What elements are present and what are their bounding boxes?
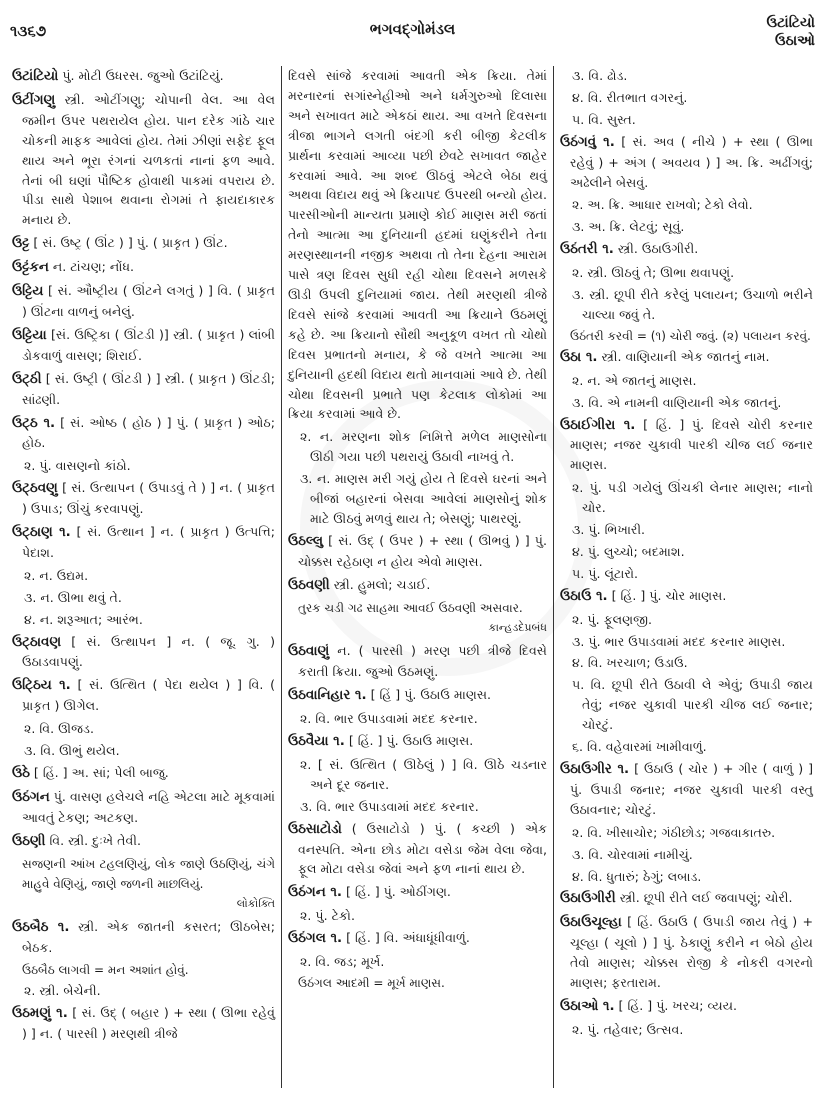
headword: ઉઠા ૧. [560,349,598,365]
dictionary-entry [288,531,547,572]
definition: સ્ત્રી. છૂપી રીતે લઈ જવાપણું; ચોરી. [615,890,793,906]
dictionary-entry [560,347,813,368]
sub-sense: ૨. પું. ટેકો. [300,908,355,924]
dictionary-entry [560,132,813,193]
headword: ઉઠાઉગીરી [560,891,616,907]
quote-source: લોકોક્તિ [236,897,275,911]
definition: [ સં. ઉદ્ ( ઉપર ) + સ્થા ( ઊભવું ) ] પું. ચોક્કસ રહેઠાણ ન હોય એવો માણસ. [298,532,547,569]
headword: ઉઠવણી [288,577,330,593]
dictionary-entry [288,882,547,903]
headword: ઉઠંતરી ૧. [560,242,614,258]
usage-quote: ઉઠંગલ આદમી = મૂર્ખ માણસ. [298,975,445,990]
column-2 [282,66,554,1088]
sub-sense: ૩. પું. ભાર ઉપાડવામાં મદદ કરનાર માણસ. [572,633,786,649]
definition: [ સં. ઉત્થાપન ( ઉપાડવું તે ) ] ન. ( પ્રાકૃત ) ઉપાડ; ઊંચું કરવાપણું. [22,480,275,517]
sub-sense: ૨. સ્ત્રી. બેચેની. [24,983,101,999]
definition: સ્ત્રી. એક જાતની કસરત; ઊઠબેસ; બેઠક. [22,919,275,956]
sub-sense: ૩. અ. ક્રિ. લેટવું; સૂવું. [572,219,685,235]
definition: ન. ટાંચણ; નોંધ. [48,259,135,275]
dictionary-entry [12,763,275,784]
dictionary-entry [12,369,275,410]
sub-sense: ૩. વિ. ઊભું થયેલ. [24,743,120,759]
dictionary-columns [6,66,819,1088]
definition: સ્ત્રી. ઉઠાઉગીરી. [613,241,699,257]
usage-quote: તુરક ચડી ગઢ સાહમા આવઈ ઉઠવણી અસવાર. [298,600,523,615]
sub-sense: ૨. વિ. ઊજડ. [24,721,94,737]
definition: [ હિં. ] પું. દિવસે ચોરી કરનાર માણસ; નજર ચુકાવી પારકી ચીજ લઈ જનાર માણસ. [570,416,813,473]
definition: પું. મોટી ઉધરસ. જુઓ ઉટાંટિયું. [58,68,224,83]
headword: ઉઠાઉચૂલ્હા [560,915,622,931]
sub-sense: ૨. પું. ફૂલણજી. [572,611,653,627]
page-header [0,0,825,60]
sub-sense: ૨. ન. મરણના શોક નિમિત્તે મળેલ માણસોના ઊઠી ગયા પછી પથરાયું ઉઠાવી નાખવું તે. [300,429,547,465]
definition: સ્ત્રી. ઓટીંગણુ; ચોપાની વેલ. આ વેલ જમીન ઉપર પથરાયેલ હોય. પાન દરેક ગાંઠે ચાર ચોકની માફક આવેલાં હોય. તેમાં ઝીણાં સફેદ ફૂલ થાય અને ભૂરા રંગનાં ચળકતાં નાનાં ફળ આવે. તેનાં બી ઘણાં પૌષ્ટિક હોવાથી પાકમાં વપરાય છે. પીડા સાથે પેશાબ થવાના રોગમાં તે ફાયદાકારક મનાય છે. [22,91,275,228]
headword: ઉઠંગન [12,789,50,805]
definition: [ હિં. ] વિ. અંધાધૂંધીવાળું. [342,930,470,946]
definition: વિ. સ્ત્રી. દુઃખે તેવી. [45,832,141,848]
sub-sense: ૨. પું. પડી ગયેલું ઊંચકી લેનાર માણસ; નાનો ચોર. [572,480,813,516]
dictionary-entry [288,685,547,706]
sub-sense: ૩. વિ. ઢોડ. [572,68,628,83]
sub-sense: ૪. પું. લુચ્ચો; બદમાશ. [572,543,685,559]
running-title: ભગવદ્ગોમંડલ [369,20,456,38]
headword: ઉઠાઈગીરા ૧. [560,417,636,433]
sub-sense: ૩. વિ. ભાર ઉપાડવામાં મદદ કરનાર. [300,798,479,814]
sub-sense: ૩. વિ. ચોરવામાં નામીચું. [572,846,693,862]
dictionary-entry [560,759,813,820]
dictionary-entry [12,522,275,563]
sub-sense: ૪. ન. શરૂઆત; આરંભ. [24,611,143,627]
sub-sense: ૪. વિ. રીતભાત વગરનું. [572,89,688,105]
definition: [ સં. ઉષ્ટ્રી ( ઊંટડી ) ] સ્ત્રી. ( પ્રાકૃત ) ઊંટડી; સાંઢણી. [22,370,275,407]
headword: ઉઠાઉગીર ૧. [560,762,630,777]
definition: [ સં. ઓષ્ઠ ( હોઠ ) ] પું. ( પ્રાકૃત ) ઓઠ; હોઠ. [22,414,275,451]
headword: ઉટ્ઠવણુ [12,481,58,497]
sub-sense: ૨. સ્ત્રી. ઊઠવું તે; ઊભા થવાપણું. [572,265,735,281]
sub-sense: ૪. વિ. ધુતારું; ઠેગું; લબાડ. [572,868,702,884]
sub-sense: ૩. ન. ઊભા થવું તે. [24,589,122,605]
dictionary-entry [288,575,547,596]
sub-sense: ૫. પું. લૂંટારો. [572,565,639,581]
sub-sense: ૨. અ. ક્રિ. આધાર રાખવો; ટેકો લેવો. [572,197,753,213]
definition: [સં. ઉષ્ટ્રિકા ( ઊંટડી )] સ્ત્રી. ( પ્રાકૃત ) લાંબી ડોકવાળું વાસણ; શિરાઈ. [22,326,275,363]
definition: [ હિં. ] પું. ઓઠીંગણ. [341,884,451,900]
headword: ઉટ્ઠિય ૧. [12,678,71,694]
dictionary-entry [12,66,275,87]
usage-quote: ઉઠંતરી કરવી = (૧) ચોરી જવું. (૨) પલાયન કરવું. [570,328,811,343]
dictionary-entry [288,641,547,682]
dictionary-entry [288,731,547,752]
headword: ઉટાંટિયો [12,69,59,84]
definition: [ સં. ઉત્થિત ( પેદા થયેલ ) ] વિ. ( પ્રાકૃત ) ઊગેલ. [22,677,275,714]
dictionary-entry [12,1003,275,1044]
dictionary-entry [560,888,813,909]
headword: ઉઠણી [12,833,46,849]
dictionary-entry [560,912,813,993]
sub-sense: ૨. [ સં. ઉત્થિત ( ઊઠેલું ) ] વિ. ઊઠે ચડનાર અને દૂર જનાર. [300,756,547,792]
guide-words [767,14,815,50]
dictionary-entry [12,90,275,230]
dictionary-entry [12,831,275,852]
headword: ઉટીંગણુ [12,92,56,108]
sub-sense: ૩. પું. ભિખારી. [572,522,646,538]
dictionary-entry [12,325,275,366]
definition: [ હિં. ] પું. ચોર માણસ. [607,587,727,603]
headword: ઉટ્ઠાણ ૧. [12,525,71,541]
headword: ઉઠે [12,766,30,781]
definition: [ હિં. ઉઠાઉ ( ઉપાડી જાય તેવું ) + ચૂલ્હા ( ચૂલો ) ] પું. ઠેકાણું કરીને ન બેઠો હોય તેવો માણસ; ચોક્કસ રોજી કે નોકરી વગરનો માણસ; ફરતારામ. [570,914,813,991]
definition: [ સં. ઉત્થાન ] ન. ( પ્રાકૃત ) ઉત્પત્તિ; પેદાશ. [22,524,275,560]
dictionary-entry [12,917,275,958]
sub-sense: ૩. વિ. એ નામની વાણિયાની એક જાતનું. [572,394,782,410]
definition: [ સં. ઉષ્ટ્ર ( ઊંટ ) ] પું. ( પ્રાકૃત ) ઊંટ. [29,235,228,251]
definition: [ સં. ઔષ્ટ્રીય ( ઊંટને લગતું ) ] વિ. ( પ્રાકૃત ) ઊંટના વાળનું બનેલું. [22,283,275,319]
sub-sense: ૫. વિ. છૂપી રીતે ઉઠાવી લે એવું; ઉપાડી જાય તેવું; નજર ચુકાવી પારકી ચીજ લઈ જનાર; ચોરટું. [572,677,813,733]
dictionary-entry [288,928,547,949]
headword: ઉટ્ઠી [12,371,42,387]
definition: [ હિં ] પું. ઉઠાઉ માણસ. [366,687,492,703]
dictionary-entry [12,675,275,716]
headword: ઉટ્ટંકન [12,260,49,276]
headword: ઉઠંગવું ૧. [560,134,615,150]
column-3 [554,66,819,1088]
headword: ઉટ્ઠ ૧. [12,415,56,431]
column-1 [6,66,282,1088]
definition: ન. ( પારસી ) મરણ પછી ત્રીજે દિવસે કરાતી ક્રિયા. જુઓ ઉઠમણું. [298,643,547,680]
page-number: ૧૩૬૭ [10,22,47,40]
headword: ઉઠાઓ ૧. [560,998,615,1014]
headword: ઉઠંગલ ૧. [288,931,343,947]
sub-sense: ૫. વિ. સુસ્ત. [572,111,636,127]
definition: [ હિં. ] અ. સાં; પેલી બાજુ. [29,765,169,780]
definition: સ્ત્રી. વાણિયાની એક જાતનું નામ. [597,348,770,364]
usage-quote: સજણની આંખ ટહલણિયું, લોક જાણે ઉઠણિયું, ચંગે માહુવે વેણિયું, જાણે જળની માછલિયું. [22,856,275,891]
dictionary-entry [12,281,275,322]
dictionary-entry [288,819,547,880]
guide-word-last: ઉઠાઓ [775,33,815,49]
definition: ( ઉસાટોડો ) પું. ( કચ્છી ) એક વનસ્પતિ. એના છોડ મોટા વસેડા જેમ વેલા જેવા, ફૂલ મોટા વસેડા જેવાં અને ફળ નાનાં થાય છે. [298,820,547,877]
headword: ઉઠસાટોડો [288,821,342,837]
sub-sense: ૨. વિ. જડ; મૂર્ખ. [300,954,385,970]
sub-sense: ૨. ન. ઉદ્યમ. [24,567,89,583]
dictionary-entry [12,257,275,278]
sub-sense: ૨. વિ. ખીસાચોર; ગંઠીછોડ; ગજવાકાતરુ. [572,824,776,840]
sub-sense: ૨. પું. તહેવાર; ઉત્સવ. [572,1021,684,1037]
headword: ઉઠવૈયા ૧. [288,734,345,749]
dictionary-entry [12,632,275,673]
dictionary-entry [12,233,275,254]
sub-sense: ૩. ન. માણસ મરી ગયું હોય તે દિવસે ઘરનાં અને બીજાં બહારનાં બેસવા આવેલાં માણસોનું શોક માટે ઊઠવું મળવું થાય તે; બેસણું; પાથરણું. [300,471,547,526]
definition: [ સં. ઉત્થાપન ] ન. ( જૂ. ગુ. ) ઉઠાડવાપણું. [22,633,275,670]
definition: સ્ત્રી. હુમલો; ચડાઈ. [329,576,431,592]
sub-sense: ૨. ન. એ જાતનું માણસ. [572,372,697,388]
dictionary-entry [560,586,813,607]
sub-sense: ૨. પું. વાસણનો કાંઠો. [24,458,131,474]
quote-source: કાન્હડદેપ્રબંધ [488,621,547,635]
definition: [ હિં. ] પું. ખરચ; વ્યય. [614,997,738,1013]
headword: ઉઠંગન ૧. [288,885,342,901]
sub-sense: ૩. સ્ત્રી. છૂપી રીતે કરેલું પલાયન; ઉચાળો ભરીને ચાલ્યા જવું તે. [572,287,813,322]
definition: [ હિં. ] પું. ઉઠાઉ માણસ. [344,733,474,748]
headword: ઉઠબૈઠ ૧. [12,920,70,936]
headword: ઉટ્ટ [12,236,30,252]
guide-word-first: ઉટાંટિયો [766,15,815,31]
definition: [ સં. ઉદ્ ( બહાર ) + સ્થા ( ઊભા રહેવું ) ] ન. ( પારસી ) મરણથી ત્રીજે [22,1004,275,1041]
dictionary-entry [12,413,275,454]
headword: ઉઠાઉ ૧. [560,588,608,604]
headword: ઉટ્ઠાવણ [12,634,62,650]
headword: ઉટ્ટિયા [12,327,47,343]
dictionary-entry [560,415,813,476]
dictionary-entry [12,787,275,828]
sub-sense: ૪. વિ. ખરચાળ; ઉડાઉ. [572,655,688,671]
dictionary-entry [560,996,813,1017]
definition: પું. વાસણ હલેચલે નહિ એટલા માટે મૂકવામાં આવતું ટેકણ; અટકણ. [22,788,275,825]
definition: [ સં. અવ ( નીચે ) + સ્થા ( ઊભા રહેવું ) + અંગ ( અવયવ ) ] અ. ક્રિ. અઢીંગવું; અઢેલીને બેસવું. [570,133,813,190]
usage-quote: ઉઠબૈઠ લાગવી = મન અશાંત હોવું. [22,963,189,978]
dictionary-entry [12,478,275,519]
sub-sense: ૬. વિ. વહેવારમાં ખામીવાળું. [572,739,707,755]
headword: ઉઠલ્લુ [288,533,324,549]
headword: ઉઠવાણું [288,644,330,660]
headword: ઉઠમણું ૧. [12,1005,68,1021]
headword: ઉઠવાનિહાર ૧. [288,688,367,704]
definition: [ ઉઠાઉ ( ચોર ) + ગીર ( વાળું ) ] પું. ઉપાડી જનાર; નજર ચુકાવી પારકી વસ્તુ ઉઠાવનાર; ચોરટું. [570,761,813,817]
definition-continuation: દિવસે સાંજે કરવામાં આવતી એક ક્રિયા. તેમાં મરનારનાં સગાંસ્નેહીઓ અને ધર્મગુરુઓ દિલાસા અને સખાવત માટે એકઠાં થાય. આ વખતે દિવસના ત્રીજા ભાગને લગતી બંદગી કરી બીજી કેટલીક પ્રાર્થના કરવામાં આવ્યા પછી છેવટે સખાવત જાહેર કરવામાં આવે. આ શબ્દ ઊઠવું એટલે બેઠા થવું અથવા વિદાય થવું એ ક્રિયાપદ ઉપરથી બન્યો હોય. પારસીઓની માન્યતા પ્રમાણે કોઈ માણસ મરી જતાં તેનો આત્મા આ દુનિયાની હદમાં ઘણુંકરીને તેના મરણસ્થાનની નજીક અથવા તો તેના દેહના આરામ પાસે ત્રણ દિવસ સુધી રહી ચોથા દિવસને મળસકે ઊડી ઉપલી દુનિયામાં જાય. તેથી મરણથી ત્રીજે દિવસે સાંજે કરવામાં આવતી આ ક્રિયાને ઉઠમણું કહે છે. આ ક્રિયાનો સૌથી અનુકૂળ વખત તો ચોથો દિવસ પ્રભાતનો મનાય, કે જે વખતે આત્મા આ દુનિયાની હદથી વિદાય થતો માનવામાં આવે છે. તેથી ચોથા દિવસની પ્રભાતે પણ કેટલાક લોકોમાં આ ક્રિયા કરવામાં આવે છે. [288,68,547,422]
headword: ઉટ્ટિય [12,284,44,300]
dictionary-entry [560,239,813,260]
sub-sense: ૨. વિ. ભાર ઉપાડવામાં મદદ કરનાર. [300,711,478,727]
